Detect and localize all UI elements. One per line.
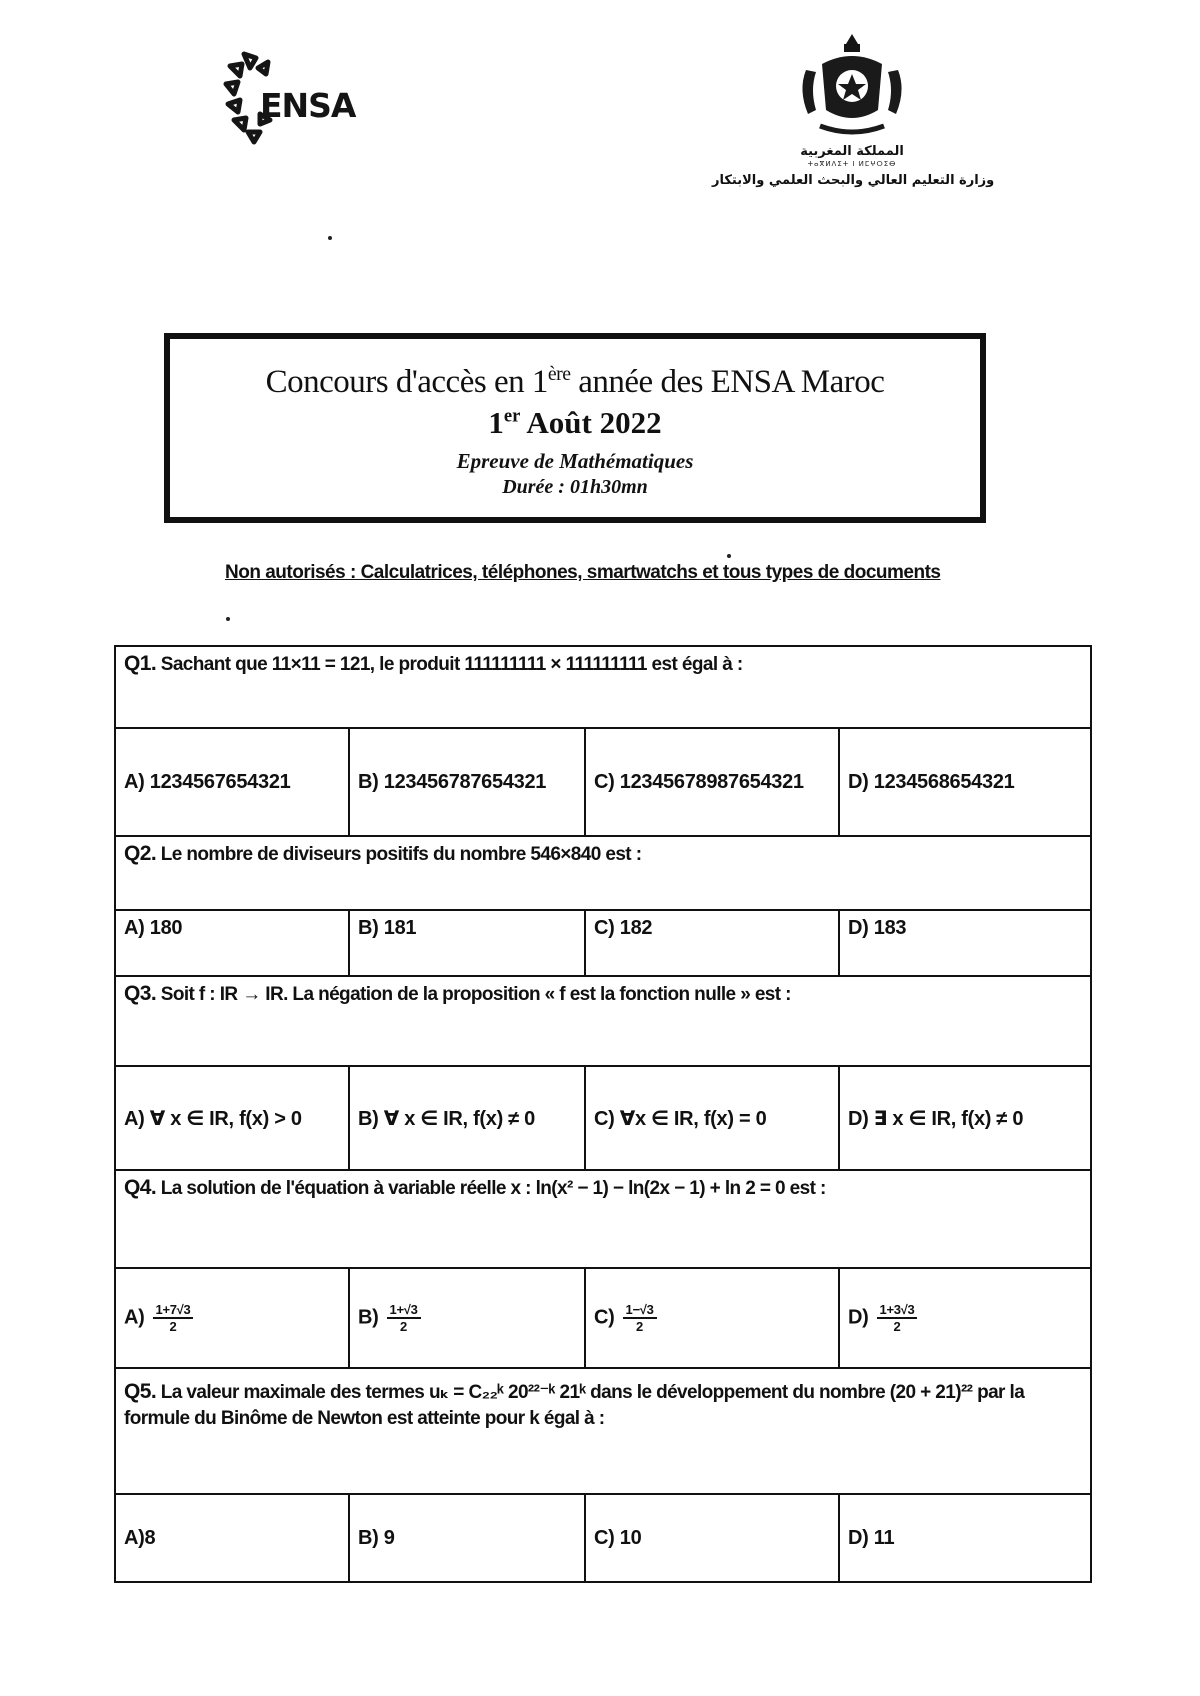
question-1: [115, 646, 1091, 728]
question-row: [115, 836, 1091, 910]
question-row: [115, 1170, 1091, 1268]
question-text: La solution de l'équation à variable réelle x : ln(x² − 1) − ln(2x − 1) + ln 2 = 0 est :: [156, 1178, 826, 1199]
ministry-arabic-name: وزارة التعليم العالي والبحث العلمي والابتكار: [712, 173, 995, 188]
q4-option-b[interactable]: [349, 1268, 585, 1368]
question-row: [115, 1368, 1091, 1494]
question-number: Q3.: [124, 982, 157, 1005]
question-row: [115, 976, 1091, 1066]
date-sup: er: [503, 405, 521, 427]
fraction-numerator: 1+7√3: [153, 1302, 194, 1319]
q4-option-d[interactable]: [839, 1268, 1091, 1368]
q1-option-d[interactable]: D) 1234568654321: [839, 728, 1091, 836]
question-2: [115, 836, 1091, 910]
q2-option-b[interactable]: B) 181: [349, 910, 585, 976]
option-label: C): [594, 1306, 615, 1329]
moroccan-coat-of-arms-icon: [792, 30, 912, 140]
q1-option-b[interactable]: B) 123456787654321: [349, 728, 585, 836]
question-5: [115, 1368, 1091, 1494]
question-3: [115, 976, 1091, 1066]
fraction-numerator: 1−√3: [623, 1302, 657, 1319]
exam-title-box: [164, 333, 986, 523]
fraction: [877, 1302, 918, 1334]
q4-option-a[interactable]: [115, 1268, 349, 1368]
ensa-logo: [222, 48, 362, 148]
q1-option-c[interactable]: C) 12345678987654321: [585, 728, 839, 836]
scan-speck: [328, 236, 332, 240]
q5-option-c[interactable]: C) 10: [585, 1494, 839, 1582]
question-text: Sachant que 11×11 = 121, le produit 111111111 × 111111111 est égal à :: [156, 654, 743, 675]
options-row: [115, 910, 1091, 976]
fraction-denominator: 2: [893, 1319, 901, 1334]
ministry-arabic-kingdom: المملكة المغربية: [800, 144, 904, 159]
scan-speck: [727, 554, 731, 558]
options-row: [115, 728, 1091, 836]
date-pre: 1: [488, 405, 504, 440]
fraction-numerator: 1+3√3: [877, 1302, 918, 1319]
option-label: A): [124, 1306, 145, 1329]
fraction-denominator: 2: [169, 1319, 177, 1334]
options-row: [115, 1066, 1091, 1170]
question-number: Q1.: [124, 652, 157, 675]
question-4: [115, 1170, 1091, 1268]
date-post: Août 2022: [520, 405, 662, 440]
title-line1-pre: Concours d'accès en 1: [265, 364, 548, 400]
title-line1-post: année des ENSA Maroc: [570, 364, 885, 400]
q3-option-b[interactable]: B) ∀ x ∈ IR, f(x) ≠ 0: [349, 1066, 585, 1170]
ministry-emblem: [712, 30, 995, 215]
exam-subject: Epreuve de Mathématiques: [456, 449, 694, 473]
question-text: Soit f : IR → IR. La négation de la proposition « f est la fonction nulle » est :: [156, 984, 791, 1005]
ensa-wordmark: ENSA: [260, 86, 356, 125]
option-label: D): [848, 1306, 869, 1329]
exam-title: [170, 363, 980, 401]
q2-option-a[interactable]: A) 180: [115, 910, 349, 976]
question-text: Le nombre de diviseurs positifs du nombre 546×840 est :: [156, 844, 642, 865]
question-number: Q5.: [124, 1380, 157, 1403]
q1-option-a[interactable]: A) 1234567654321: [115, 728, 349, 836]
q3-option-d[interactable]: D) ∃ x ∈ IR, f(x) ≠ 0: [839, 1066, 1091, 1170]
fraction-denominator: 2: [400, 1319, 407, 1334]
fraction-numerator: 1+√3: [387, 1302, 421, 1319]
q5-option-a[interactable]: A)8: [115, 1494, 349, 1582]
title-line1-sup: ère: [547, 363, 571, 385]
scan-speck: [226, 617, 230, 621]
question-row: [115, 646, 1091, 728]
q5-option-d[interactable]: D) 11: [839, 1494, 1091, 1582]
q4-option-c[interactable]: [585, 1268, 839, 1368]
questions-table: [114, 645, 1092, 1583]
q5-option-b[interactable]: B) 9: [349, 1494, 585, 1582]
fraction: [387, 1302, 421, 1334]
q3-option-a[interactable]: A) ∀ x ∈ IR, f(x) > 0: [115, 1066, 349, 1170]
option-label: B): [358, 1306, 379, 1329]
ministry-latin-line: ⵜⴰⴳⵍⴷⵉⵜ ⵏ ⵍⵎⵖⵔⵉⴱ: [807, 160, 897, 168]
exam-date: [170, 405, 980, 441]
q2-option-d[interactable]: D) 183: [839, 910, 1091, 976]
fraction: [153, 1302, 194, 1334]
options-row: [115, 1494, 1091, 1582]
question-number: Q2.: [124, 842, 157, 865]
fraction: [623, 1302, 657, 1334]
q3-option-c[interactable]: C) ∀x ∈ IR, f(x) = 0: [585, 1066, 839, 1170]
fraction-denominator: 2: [636, 1319, 643, 1334]
question-text: La valeur maximale des termes uₖ = C₂₂ᵏ 20²²⁻ᵏ 21ᵏ dans le développement du nombre (20 + 21)²² par la formule du Binôme de Newton est atteinte pour k égal à :: [124, 1382, 1025, 1429]
unauthorized-notice: Non autorisés : Calculatrices, téléphones, smartwatchs et tous types de documents: [225, 562, 941, 583]
question-number: Q4.: [124, 1176, 157, 1199]
options-row: [115, 1268, 1091, 1368]
q2-option-c[interactable]: C) 182: [585, 910, 839, 976]
exam-duration: Durée : 01h30mn: [502, 476, 648, 498]
